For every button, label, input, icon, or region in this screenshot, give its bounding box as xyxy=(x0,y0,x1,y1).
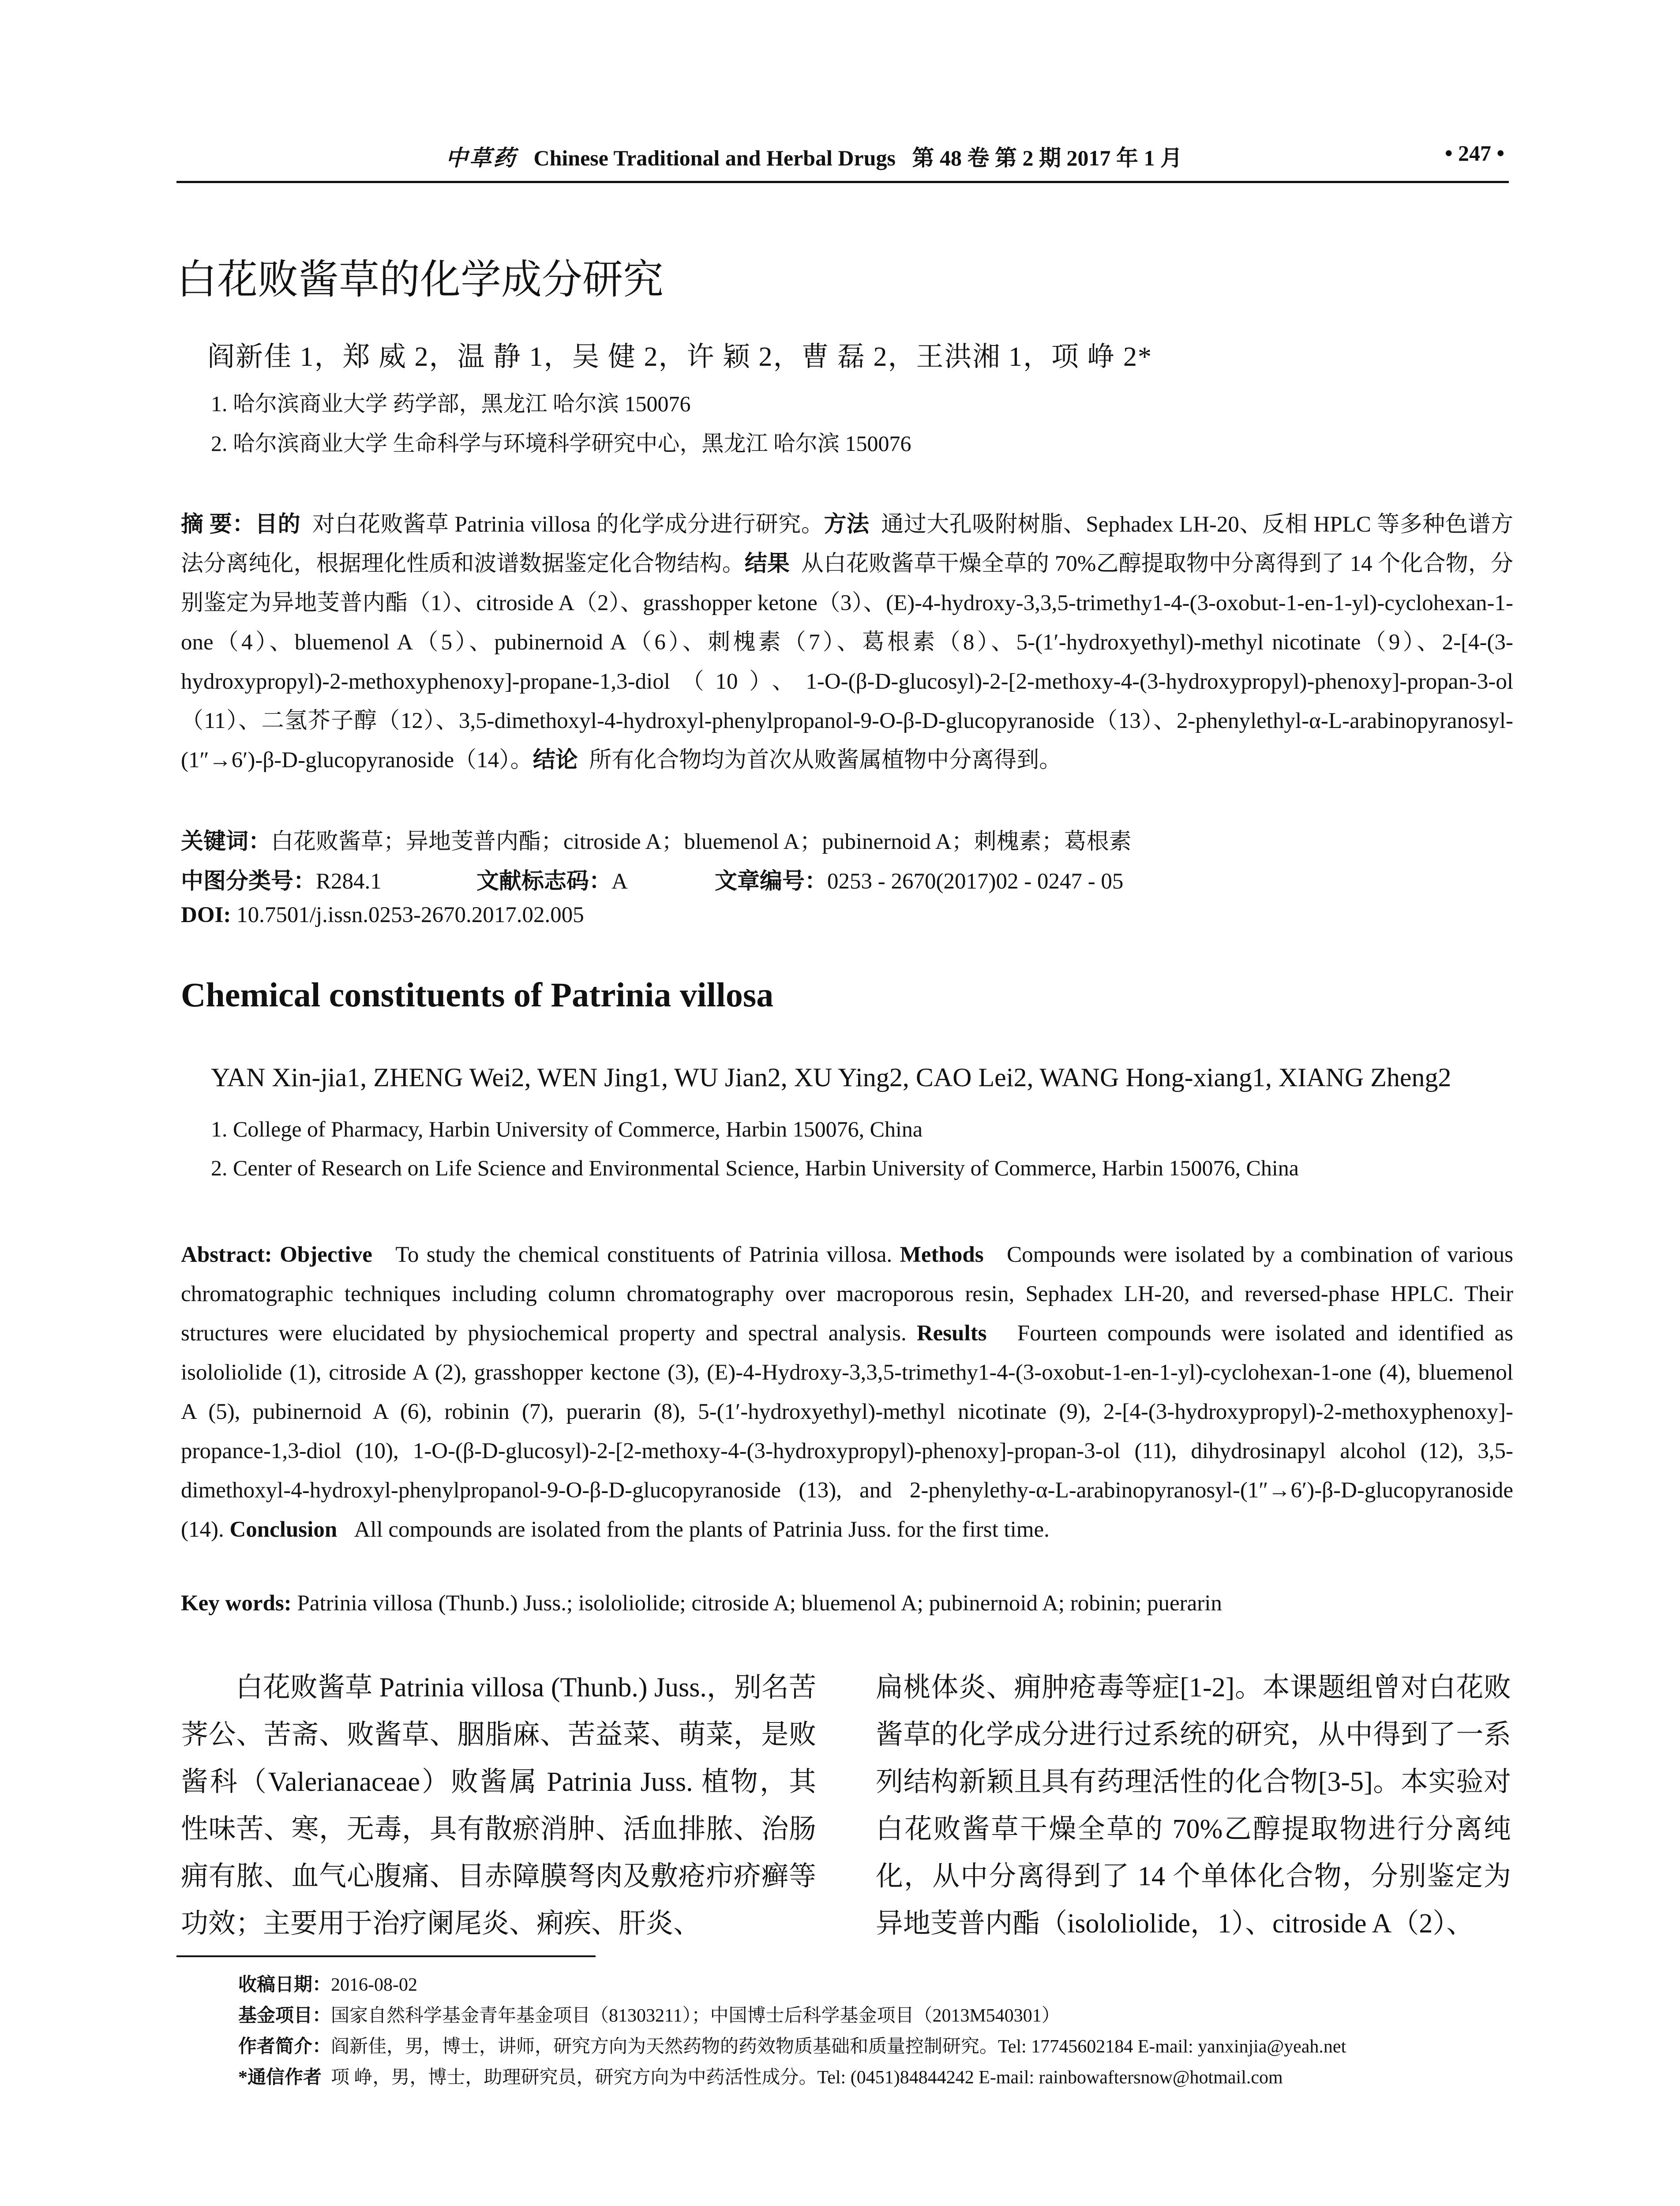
footnote-author xyxy=(238,2032,1346,2058)
abstract-zh-objective: 对白花败酱草 Patrinia villosa 的化学成分进行研究。 xyxy=(312,512,824,537)
doi-label: DOI: xyxy=(181,903,231,927)
affiliation-en-2: 2. Center of Research on Life Science and Environmental Science, Harbin University of Commerce, Harbin 150076, China xyxy=(211,1156,1299,1180)
footnote-received xyxy=(238,1970,417,1996)
authors-en: YAN Xin-jia1, ZHENG Wei2, WEN Jing1, WU Jian2, XU Ying2, CAO Lei2, WANG Hong-xiang1, XIANG Zheng2 xyxy=(211,1063,1451,1092)
author-bio-text: 阎新佳，男，博士，讲师，研究方向为天然药物的药效物质基础和质量控制研究。Tel: 17745602184 E-mail: yanxinjia@yeah.net xyxy=(331,2037,1346,2057)
abstract-zh xyxy=(181,505,1513,780)
affiliation-zh-1: 1. 哈尔滨商业大学 药学部，黑龙江 哈尔滨 150076 xyxy=(211,391,691,416)
body-paragraph-right: 扁桃体炎、痈肿疮毒等症[1-2]。本课题组曾对白花败酱草的化学成分进行过系统的研究，从中得到了一系列结构新颖且具有药理活性的化合物[3-5]。本实验对白花败酱草干燥全草的 70%乙醇提取物进行分离纯化，从中分离得到了 14 个单体化合物，分别鉴定为异地芰普内酯（isololiolide，1）、citroside A（2）、 xyxy=(876,1673,1511,1939)
journal-name-zh: 中草药 xyxy=(446,146,517,170)
affiliation-zh-2: 2. 哈尔滨商业大学 生命科学与环境科学研究中心，黑龙江 哈尔滨 150076 xyxy=(211,431,911,456)
corresponding-label: *通信作者 xyxy=(238,2067,322,2088)
abstract-en-label: Abstract: xyxy=(181,1242,272,1267)
article-no-label: 文章编号： xyxy=(715,869,828,894)
authors-zh: 阎新佳 1，郑 威 2，温 静 1，吴 健 2，许 颖 2，曹 磊 2，王洪湘 1，项 峥 2* xyxy=(207,342,1153,372)
corresponding-text: 项 峥，男，博士，助理研究员，研究方向为中药活性成分。Tel: (0451)84844242 E-mail: rainbowaftersnow@hotmail.com xyxy=(331,2067,1283,2088)
abstract-zh-conclusion-label: 结论 xyxy=(532,748,578,773)
body-column-right xyxy=(876,1664,1511,1947)
author-bio-label: 作者简介： xyxy=(238,2037,331,2057)
article-no-value: 0253 - 2670(2017)02 - 0247 - 05 xyxy=(827,869,1124,894)
doi-value: 10.7501/j.issn.0253-2670.2017.02.005 xyxy=(236,903,584,927)
body-column-left xyxy=(181,1664,816,1947)
journal-issue: 第 48 卷 第 2 期 2017 年 1 月 xyxy=(912,146,1182,170)
abstract-en xyxy=(181,1235,1513,1549)
abstract-zh-methods-label: 方法 xyxy=(824,512,870,537)
keywords-en-label: Key words: xyxy=(181,1591,292,1616)
footnote-corresponding xyxy=(238,2063,1283,2089)
title-zh: 白花败酱草的化学成分研究 xyxy=(176,256,664,303)
abstract-en-methods-label: Methods xyxy=(900,1242,984,1267)
clc-label: 中图分类号： xyxy=(181,869,316,894)
abstract-en-results: Fourteen compounds were isolated and identified as isololiolide (1), citroside A (2), grasshopper kectone (3), (E)-4-Hydroxy-3,3,5-trimethy1-4-(3-oxobut-1-en-1-yl)-cyclohexan-1-one (4), bluemenol A (5), pubinernoid A (6), robinin (7), puerarin (8), 5-(1′-hydroxyethyl)-methyl nicotinate (9), 2-[4-(3-hydroxypropyl)-2-methoxyphenoxy]-propance-1,3-diol (10), 1-O-(β-D-glucosyl)-2-[2-methoxy-4-(3-hydroxypropyl)-phenoxy]-propan-3-ol (11), dihydrosinapyl alcohol (12), 3,5-dimethoxyl-4-hydroxyl-phenylpropanol-9-O-β-D-glucopyranoside (13), and 2-phenylethy-α-L-arabinopyranosyl-(1″→6′)-β-D-glucopyranoside (14). xyxy=(181,1321,1513,1542)
doc-code-value: A xyxy=(611,869,628,894)
received-date: 2016-08-02 xyxy=(331,1975,417,1995)
running-header xyxy=(176,140,1509,183)
classification-line xyxy=(181,863,1123,895)
journal-name-en: Chinese Traditional and Herbal Drugs xyxy=(533,146,896,170)
doc-code-label: 文献标志码： xyxy=(476,869,612,894)
abstract-en-conclusion-label: Conclusion xyxy=(229,1517,338,1542)
abstract-zh-results: 从白花败酱草干燥全草的 70%乙醇提取物中分离得到了 14 个化合物，分别鉴定为异地芰普内酯（1）、citroside A（2）、grasshopper ketone（3）、(E)-4-hydroxy-3,3,5-trimethy1-4-(3-oxobut-1-en-1-yl)-cyclohexan-1-one（4）、bluemenol A（5）、pubinernoid A（6）、刺槐素（7）、葛根素（8）、5-(1′-hydroxyethyl)-methyl nicotinate（9）、2-[4-(3-hydroxypropyl)-2-methoxyphenoxy]-propane-1,3-diol（10）、1-O-(β-D-glucosyl)-2-[2-methoxy-4-(3-hydroxypropyl)-phenoxy]-propan-3-ol（11）、二氢芥子醇（12）、3,5-dimethoxyl-4-hydroxyl-phenylpropanol-9-O-β-D-glucopyranoside（13）、2-phenylethyl-α-L-arabinopyranosyl-(1″→6′)-β-D-glucopyranoside（14）。 xyxy=(181,552,1513,773)
clc-value: R284.1 xyxy=(316,869,382,894)
abstract-zh-label: 摘 要： xyxy=(181,512,255,537)
body-paragraph-left: 白花败酱草 Patrinia villosa (Thunb.) Juss.，别名苦荠公、苦斋、败酱草、胭脂麻、苦益菜、萌菜，是败酱科（Valerianaceae）败酱属 Patrinia Juss. 植物，其性味苦、寒，无毒，具有散瘀消肿、活血排脓、治肠痈有脓、血气心腹痛、目赤障膜弩肉及敷疮疖疥癣等功效；主要用于治疗阑尾炎、痢疾、肝炎、 xyxy=(181,1673,816,1939)
doi-line xyxy=(181,902,584,928)
keywords-zh xyxy=(181,823,1132,855)
fund-label: 基金项目： xyxy=(238,2006,331,2026)
footnote-rule xyxy=(176,1955,596,1957)
abstract-zh-objective-label: 目的 xyxy=(255,512,301,537)
fund-text: 国家自然科学基金青年基金项目（81303211）；中国博士后科学基金项目（2013M540301） xyxy=(331,2006,1060,2026)
abstract-en-objective-label: Objective xyxy=(280,1242,372,1267)
affiliation-en-1: 1. College of Pharmacy, Harbin University of Commerce, Harbin 150076, China xyxy=(211,1117,923,1141)
received-label: 收稿日期： xyxy=(238,1975,331,1995)
abstract-zh-results-label: 结果 xyxy=(744,552,790,576)
abstract-en-conclusion: All compounds are isolated from the plants of Patrinia Juss. for the first time. xyxy=(354,1517,1050,1542)
keywords-zh-text: 白花败酱草；异地芰普内酯；citroside A；bluemenol A；pubinernoid A；刺槐素；葛根素 xyxy=(271,829,1132,854)
title-en: Chemical constituents of Patrinia villosa xyxy=(181,975,774,1014)
keywords-zh-label: 关键词： xyxy=(181,829,271,854)
abstract-en-methods: Compounds were isolated by a combination of various chromatographic techniques including column chromatography over macroporous resin, Sephadex LH-20, and reversed-phase HPLC. Their structures were elucidated by physiochemical property and spectral analysis. xyxy=(181,1242,1514,1346)
page-number: • 247 • xyxy=(1444,141,1504,165)
abstract-en-objective: To study the chemical constituents of Patrinia villosa. xyxy=(395,1242,892,1267)
keywords-en-text: Patrinia villosa (Thunb.) Juss.; isololiolide; citroside A; bluemenol A; pubinernoid A; robinin; puerarin xyxy=(297,1591,1222,1616)
abstract-zh-methods: 通过大孔吸附树脂、Sephadex LH-20、反相 HPLC 等多种色谱方法分离纯化，根据理化性质和波谱数据鉴定化合物结构。 xyxy=(181,512,1513,576)
header-journal xyxy=(446,140,1182,172)
abstract-en-results-label: Results xyxy=(916,1321,987,1346)
footnote-fund xyxy=(238,2001,1060,2027)
keywords-en xyxy=(181,1591,1222,1616)
abstract-zh-conclusion: 所有化合物均为首次从败酱属植物中分离得到。 xyxy=(589,748,1062,773)
